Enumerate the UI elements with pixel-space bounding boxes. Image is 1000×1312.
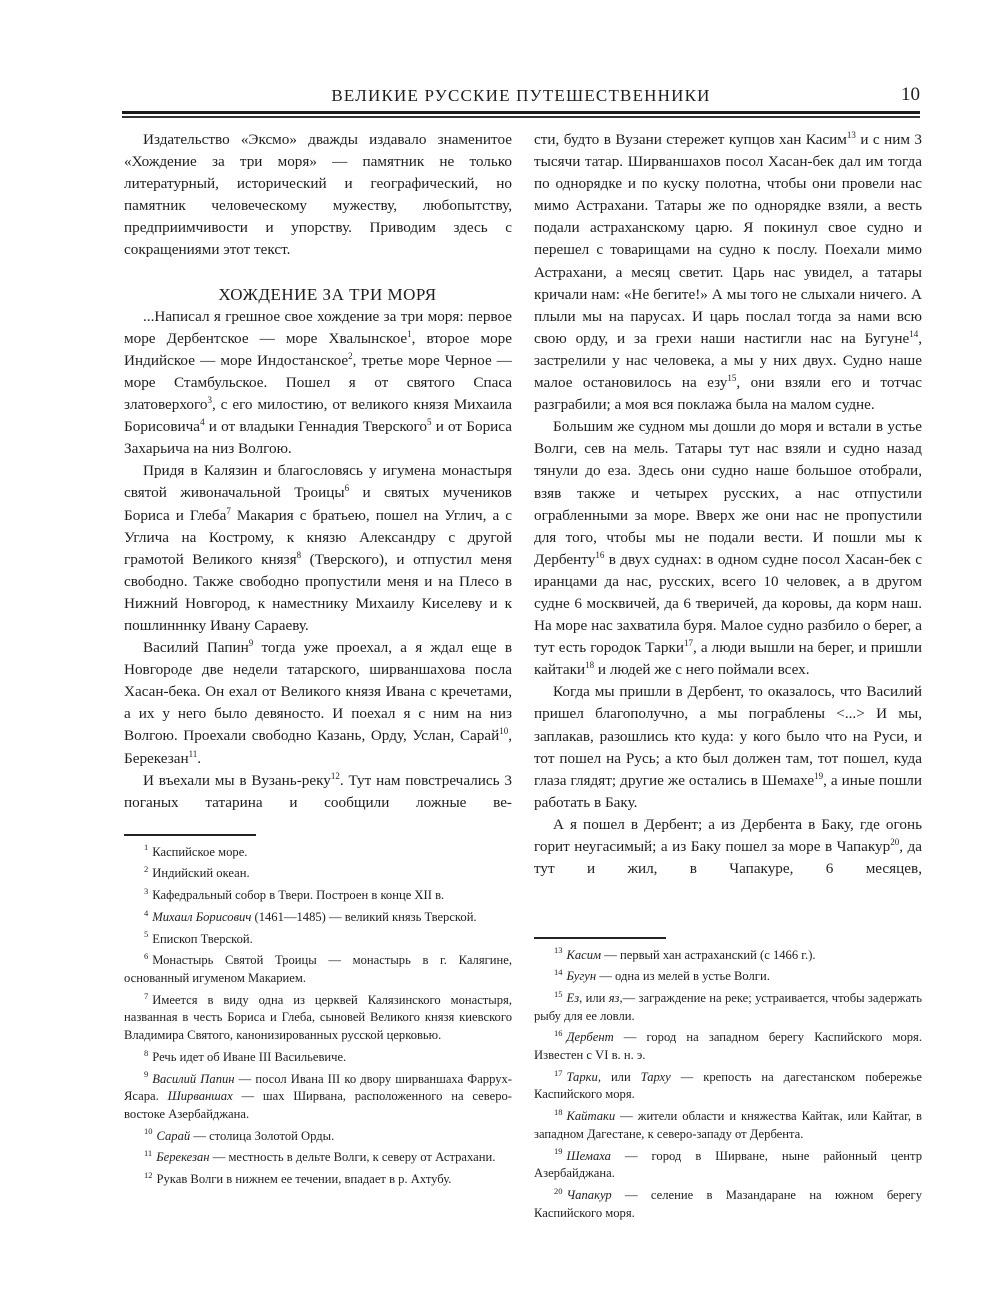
footnote-ref: 11 [188, 748, 198, 759]
footnote-9: $^9$ Василий Папин — посол Ивана III ко двору ширваншаха Фаррух-Ясара. Ширваншах — шах Ширвана, расположенного на северо-востоке Азербайджана. [124, 1069, 513, 1121]
footnote-ref: 17 [683, 638, 693, 649]
footnote-ref: 5 [427, 417, 432, 428]
footnote-ref: 14 [909, 328, 919, 339]
footnote-ref: 12 [330, 770, 340, 781]
paragraph-3: Василий Папин$^9$ тогда уже проехал, а я ждал еще в Новгороде две недели татарского, ширваншахова посла Хасан-бека. Он ехал от Великого князя Ивана с кречетами, а их у него было девяносто. И поехал я с ним на низ Волгою. Проехали свободно Казань, Орду, Услан, Сарай$^{10}$, Берекезан$^{11}$. [124, 638, 512, 767]
footnote-ref: 18 [585, 660, 595, 671]
footnote-ref: 13 [846, 129, 856, 140]
footnote-13: $^{13}$ Касим — первый хан астраханский (с 1466 г.). [554, 945, 816, 962]
footnote-3: $^3$ Кафедральный собор в Твери. Построен в конце XII в. [144, 885, 445, 903]
footnote-18: $^{18}$ Кайтаки — жители области и княжества Кайтак, или Кайтаг, в западном Дагестане, к северо-западу от Дербента. [534, 1107, 922, 1141]
footnote-14: $^{14}$ Бугун — одна из мелей в устье Волги. [554, 967, 770, 984]
footnote-ref: 8 [296, 549, 302, 560]
footnote-ref: 9 [248, 638, 254, 648]
footnote-ref: 1 [407, 328, 412, 339]
footnote-ref: 2 [348, 350, 353, 361]
footnote-ref: 7 [226, 505, 231, 516]
paragraph-6: Когда мы пришли в Дербент, то оказалось, что Василий пришел благополучно, а мы пограблены <...> И мы, заплакав, разошлись кто куда: у кого было что на Руси, и тот пошел на Русь; а кто был должен там, тот пошел, куда глаза глядят; другие же остались в Шемахе$^{19}$, а иные пошли работать в Баку. [534, 683, 922, 811]
paragraph-4-cont: сти, будто в Вузани стережет купцов хан Касим$^{13}$ и с ним 3 тысячи татар. Ширваншахов посол Хасан-бек дал им тогда по однорядке и по куску полотна, чтобы они провели нас мимо Астрахани. Татары же по однорядке взяли, а весть подали астраханскому царю. Я покинул свое судно и перешел с товарищами на судно к послу. Поехали мимо Астрахани, а месяц светит. Царь нас увидел, а татары кричали нам: «Не бегите!» А мы того не слыхали ничего. А плыли мы на парусах. И царь послал тогда за нами всю свою орду, и за грехи наши настигли нас на Бугуне$^{14}$, застрелили у нас человека, а мы у них двух. Судно наше малое остановилось на езу$^{15}$, они взяли его и тотчас разграбили; а моя вся поклажа была на малом судне. [534, 129, 922, 414]
paragraph-2: Придя в Калязин и благословясь у игумена монастыря святой живоначальной Троицы$^6$ и святых мучеников Бориса и Глеба$^7$ Макария с братьею, пошел на Углич, а с Углича на Кострому, к князю Александру с другой грамотой Великого князя$^8$ (Тверского), и отпустил меня свободно. Также свободно пропустили меня и на Плесо в Нижний Новгород, к наместнику Михаилу Киселеву и к пошлинннку Ивану Сараеву. [124, 462, 512, 634]
footnote-ref: 4 [200, 417, 205, 428]
intro-paragraph: Издательство «Эксмо» дважды издавало знаменитое «Хождение за три моря» — памятник не только литературный, исторический и географический, но памятник человеческому мужеству, любопытству, предприимчивости и упорству. Приводим здесь с сокращениями этот текст. [124, 131, 512, 259]
left-column [124, 129, 512, 814]
right-column [534, 129, 922, 880]
footnote-20: $^{20}$ Чапакур — селение в Мазандаране на южном берегу Каспийского моря. [534, 1185, 922, 1220]
footnote-rule [124, 834, 256, 836]
footnote-1: $^1$ Каспийское море. [144, 842, 248, 859]
footnote-7: $^7$ Имеется в виду одна из церквей Калязинского монастыря, названная в честь Бориса и Глеба, сыновей Великого князя киевского Владимира Святого, канонизированных русской церковью. [124, 990, 512, 1042]
footnote-16: $^{16}$ Дербент — город на западном берегу Каспийского моря. Известен с VI в. н. э. [534, 1028, 922, 1063]
footnote-19: $^{19}$ Шемаха — город в Ширване, ныне районный центр Азербайджана. [534, 1146, 922, 1181]
footnote-17: $^{17}$ Тарки, или Тарху — крепость на дагестанском побережье Каспийского моря. [534, 1067, 922, 1102]
footnote-ref: 15 [727, 372, 737, 383]
footnote-ref: 10 [499, 726, 509, 737]
section-title: ХОЖДЕНИЕ ЗА ТРИ МОРЯ [218, 284, 437, 304]
header-rule-thin [122, 116, 920, 118]
footnotes-right [534, 937, 922, 1226]
page-number: 10 [901, 84, 920, 105]
footnote-ref: 6 [344, 483, 350, 494]
paragraph-7: А я пошел в Дербент; а из Дербента в Баку, где огонь горит неугасимый; а из Баку пошел за море в Чапакур$^{20}$, да тут и жил, в Чапакуре, 6 месяцев, [534, 815, 923, 878]
footnote-ref: 20 [890, 836, 900, 847]
footnote-10: $^{10}$ Сарай — столица Золотой Орды. [144, 1126, 335, 1143]
footnote-6: $^6$ Монастырь Святой Троицы — монастырь в г. Калягине, основанный игуменом Макарием. [124, 951, 512, 985]
paragraph-4-start: И въехали мы в Вузань-реку$^{12}$. Тут нам повстречались 3 поганых татарина и сообщили ложные ве- [124, 770, 512, 811]
footnote-2: $^2$ Индийский океан. [144, 864, 250, 881]
footnote-15: $^{15}$ Ез, или яз,— заграждение на реке; устраивается, чтобы задержать рыбу для ее ловли. [534, 988, 922, 1023]
footnote-ref: 3 [207, 394, 212, 405]
footnote-5: $^5$ Епископ Тверской. [144, 929, 253, 946]
footnotes-left [124, 834, 512, 1193]
running-head [122, 84, 920, 110]
footnote-12: $^{12}$ Рукав Волги в нижнем ее течении, впадает в р. Ахтубу. [144, 1169, 452, 1187]
footnote-rule [534, 937, 666, 939]
footnote-ref: 19 [814, 770, 824, 781]
header-rule-thick [122, 111, 920, 114]
footnote-11: $^{11}$ Берекезан — местность в дельте Волги, к северу от Астрахани. [144, 1148, 496, 1165]
footnote-8: $^8$ Речь идет об Иване III Васильевиче. [144, 1047, 347, 1064]
running-title: ВЕЛИКИЕ РУССКИЕ ПУТЕШЕСТВЕННИКИ [331, 86, 711, 105]
footnote-4: $^4$ Михаил Борисович (1461—1485) — великий князь Тверской. [144, 907, 477, 924]
footnote-ref: 16 [595, 549, 605, 560]
paragraph-1: ...Написал я грешное свое хождение за три моря: первое море Дербентское — море Хвалынское$^1$, второе море Индийское — море Индостанское$^2$, третье море Черное — море Стамбульское. Пошел я от святого Спаса златоверхого$^3$, с его милостию, от великого князя Михаила Борисовича$^4$ и от владыки Геннадия Тверского$^5$ и от Бориса Захарьича на низ Волгою. [124, 307, 512, 458]
paragraph-5: Большим же судном мы дошли до моря и встали в устье Волги, сев на мель. Татары тут нас взяли и судно назад тянули до еза. Здесь они судно наше большое отобрали, взяв также и четырех русских, а нас отпустили ограбленными за море. Вверх же они нас не пропустили для того, чтобы мы не подали вести. И пошли мы к Дербенту$^{16}$ в двух суднах: в одном судне посол Хасан-бек с иранцами да нас, русских, всего 10 человек, а в другом судне 6 москвичей, да 6 тверичей, да коровы, да корм наш. На море нас захватила буря. Малое судно разбило о берег, а тут есть городок Тарки$^{17}$, а люди вышли на берег, и пришли кайтаки$^{18}$ и людей же с него поймали всех. [534, 418, 922, 679]
